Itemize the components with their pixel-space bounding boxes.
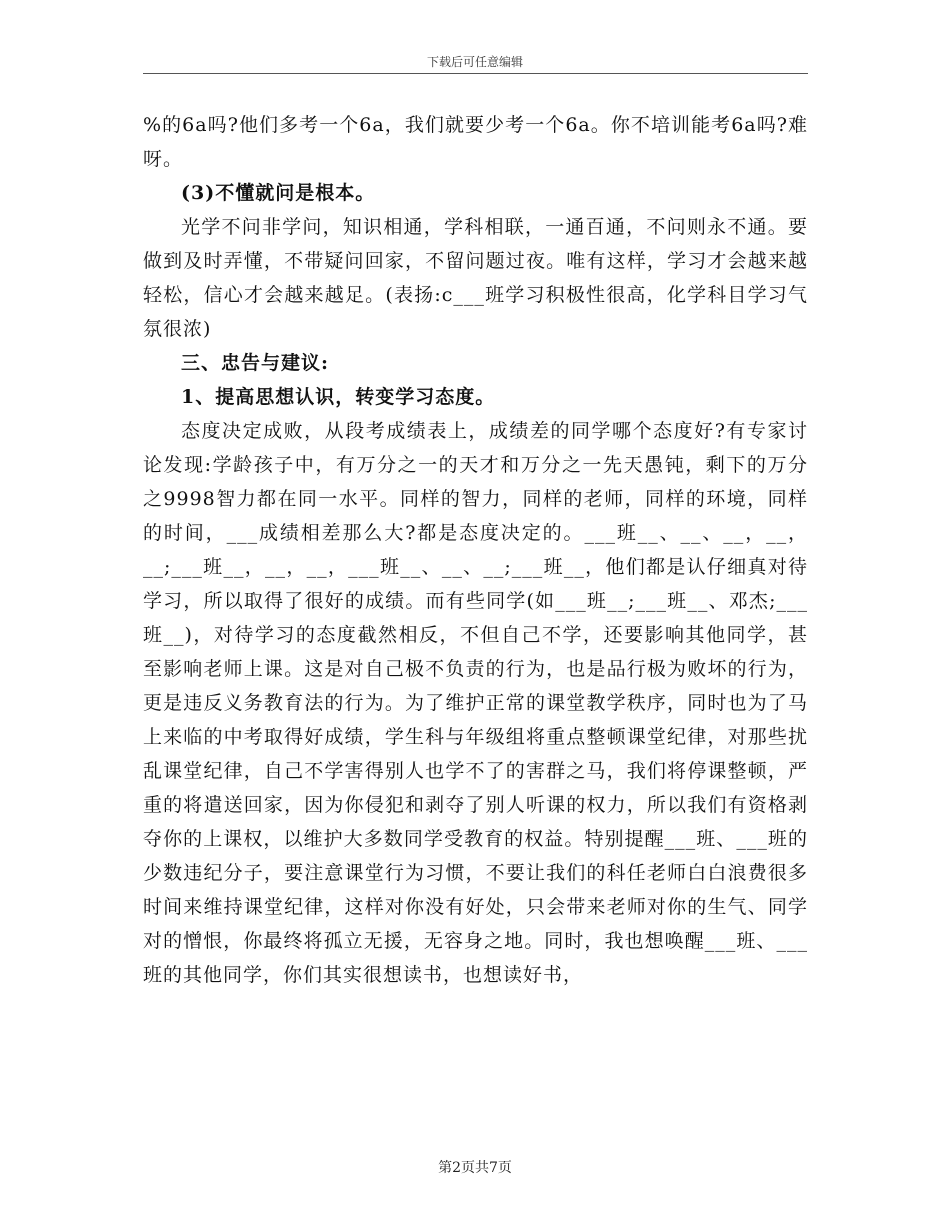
paragraph-ask-questions: 光学不问非学问，知识相通，学科相联，一通百通，不问则永不通。要做到及时弄懂，不带疑问回家，不留问题过夜。唯有这样，学习才会越来越轻松，信心才会越来越足。(表扬:c___班学习积极性很高，化学科目学习气氛很浓) [143, 216, 808, 340]
document-body [143, 108, 808, 992]
page-footer: 第2页共7页 [438, 1160, 512, 1176]
header-rule [143, 73, 808, 74]
subheading-attitude: 1、提高思想认识，转变学习态度。 [181, 386, 496, 408]
paragraph-attitude: 态度决定成败，从段考成绩表上，成绩差的同学哪个态度好?有专家讨论发现:学龄孩子中，有万分之一的天才和万分之一先天愚钝，剩下的万分之9998智力都在同一水平。同样的智力，同样的老师，同样的环境，同样的时间，___成绩相差那么大?都是态度决定的。___班__、__、__，__，__;___班__，__，__，___班__、__、__;___班__，他们都是认仔细真对待学习，所以取得了很好的成绩。而有些同学(如___班__;___班__、邓杰;___班__)，对待学习的态度截然相反，不但自己不学，还要影响其他同学，甚至影响老师上课。这是对自己极不负责的行为，也是品行极为败坏的行为，更是违反义务教育法的行为。为了维护正常的课堂教学秩序，同时也为了马上来临的中考取得好成绩，学生科与年级组将重点整顿课堂纪律，对那些扰乱课堂纪律，自己不学害得别人也学不了的害群之马，我们将停课整顿，严重的将遣送回家，因为你侵犯和剥夺了别人听课的权力，所以我们有资格剥夺你的上课权，以维护大多数同学受教育的权益。特别提醒___班、___班的少数违纪分子，要注意课堂行为习惯，不要让我们的科任老师白白浪费很多时间来维持课堂纪律，这样对你没有好处，只会带来老师对你的生气、同学对的憎恨，你最终将孤立无援，无容身之地。同时，我也想唤醒___班、___班的其他同学，你们其实很想读书，也想读好书， [143, 420, 808, 986]
subheading-ask-questions: (3)不懂就问是根本。 [181, 182, 376, 204]
page-header: 下载后可任意编辑 [426, 55, 523, 69]
paragraph-continuation: %的6a吗?他们多考一个6a，我们就要少考一个6a。你不培训能考6a吗?难呀。 [143, 114, 808, 170]
section-heading-advice: 三、忠告与建议: [181, 352, 330, 374]
